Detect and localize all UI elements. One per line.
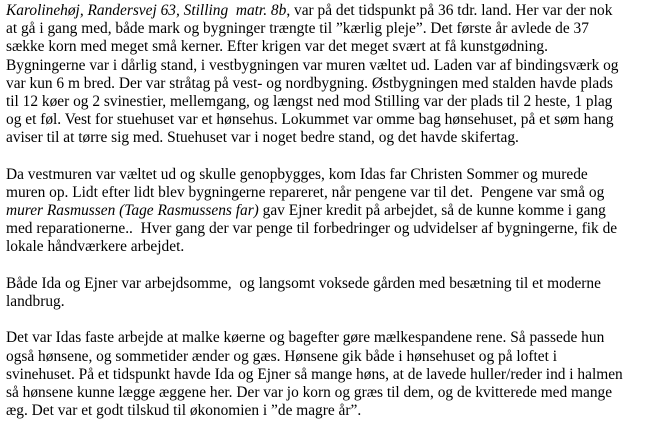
text-run: sække korn med meget små kerner. Efter krigen var det meget svært at få kunstgødning. — [6, 38, 548, 56]
text-line — [6, 293, 654, 311]
text-run: Det var Idas faste arbejde at malke køerne og bagefter gøre mælkespandene rene. Så passede hun — [6, 329, 605, 347]
paragraph-2 — [6, 166, 654, 257]
document-body — [6, 2, 654, 420]
text-line — [6, 93, 654, 111]
text-run: landbrug. — [6, 293, 65, 310]
paragraph-3 — [6, 275, 654, 311]
text-line — [6, 329, 654, 347]
text-line — [6, 38, 654, 56]
text-run: Da vestmuren var væltet ud og skulle genopbygges, kom Idas far Christen Sommer og murede — [6, 165, 588, 183]
paragraph-1 — [6, 2, 654, 148]
text-run: lokale håndværkere arbejdet. — [6, 238, 185, 256]
text-run: Bygningerne var i dårlig stand, i vestbygningen var muren væltet ud. Laden var af bindingsværk og — [6, 56, 619, 74]
paragraph-spacer — [6, 311, 654, 329]
text-line — [6, 57, 654, 75]
text-line — [6, 111, 654, 129]
text-run: gav Ejner kredit på arbejdet, så de kunne komme i gang — [258, 202, 606, 220]
text-run: æg. Det var et godt tilskud til økonomien i ”de magre år”. — [6, 402, 362, 420]
text-run: aviser til at tørre sig med. Stuehuset var i noget bedre stand, og det havde skifertag. — [6, 129, 519, 147]
text-line — [6, 75, 654, 93]
text-run: til 12 køer og 2 svinestier, mellemgang, og længst ned mod Stilling var der plads til 2 heste, 1 plag — [6, 92, 613, 110]
text-run: at gå i gang med, både mark og bygninger trængte til ”kærlig pleje”. Det første år avlede de 37 — [6, 20, 589, 38]
text-run: Både Ida og Ejner var arbejdsomme, og langsomt voksede gården med besætning til et moderne — [6, 274, 601, 292]
text-run: med reparationerne.. Hver gang der var penge til forbedringer og udvidelser af bygningerne, fik de — [6, 220, 618, 238]
text-line — [6, 402, 654, 420]
text-run: svinehuset. På et tidspunkt havde Ida og Ejner så mange høns, at de lavede huller/reder ind i halmen — [6, 365, 623, 383]
text-run: og et føl. Vest for stuehuset var et hønsehus. Lokummet var omme bag hønsehuset, på et søm hang — [6, 111, 614, 129]
text-line — [6, 184, 654, 202]
text-line — [6, 238, 654, 256]
paragraph-4 — [6, 329, 654, 420]
text-line — [6, 166, 654, 184]
text-run: , var på det tidspunkt på 36 tdr. land. Her var der nok — [286, 2, 613, 19]
text-run: også hønsene, og sommetider ænder og gæs. Hønsene gik både i hønsehuset og på loftet i — [6, 347, 557, 365]
text-run: var kun 6 m bred. Der var stråtag på vest- og nordbygning. Østbygningen med stalden havde plads — [6, 74, 613, 92]
paragraph-spacer — [6, 257, 654, 275]
text-line — [6, 348, 654, 366]
paragraph-spacer — [6, 148, 654, 166]
text-line — [6, 202, 654, 220]
text-line — [6, 220, 654, 238]
text-run: muren op. Lidt efter lidt blev bygningerne repareret, når pengene var til det. Pengene var små og — [6, 183, 605, 201]
italic-text: Karolinehøj, Randersvej 63, Stilling matr. 8b — [6, 2, 287, 19]
text-line — [6, 384, 654, 402]
text-line — [6, 129, 654, 147]
italic-text: murer Rasmussen (Tage Rasmussens far) — [6, 202, 259, 220]
text-run: så hønsene kunne lægge æggene her. Der var jo korn og græs til dem, og de kvitterede med mange — [6, 383, 613, 401]
text-line — [6, 20, 654, 38]
text-line — [6, 275, 654, 293]
text-line — [6, 366, 654, 384]
text-line — [6, 2, 654, 20]
